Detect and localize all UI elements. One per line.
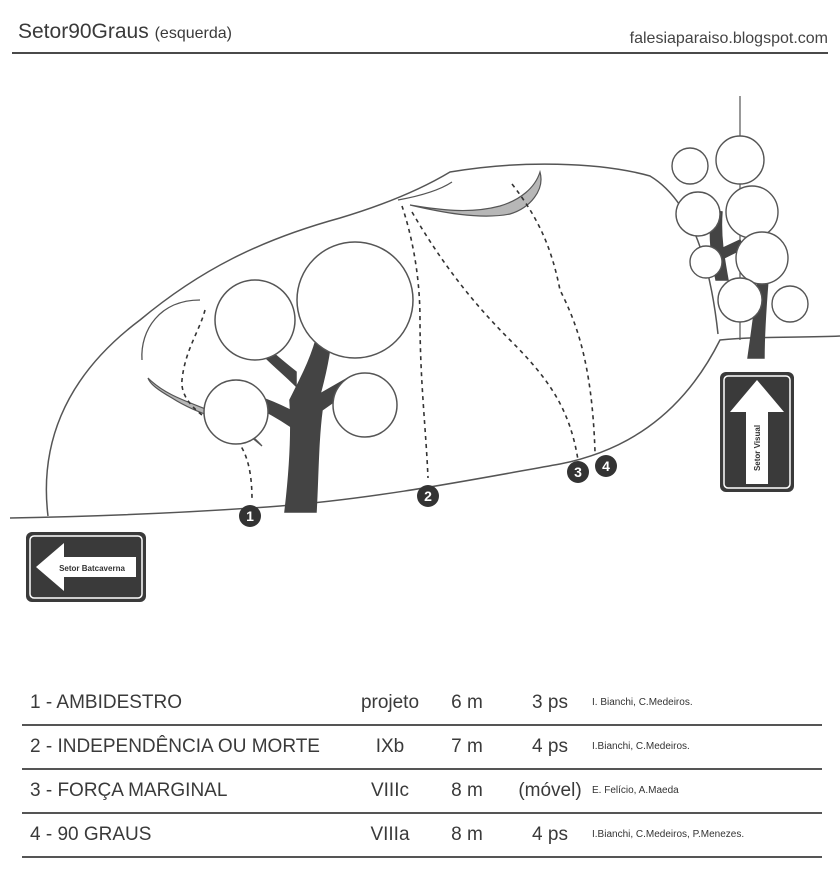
route-marker-label-3: 3 [574, 464, 582, 480]
route-name: 1 - AMBIDESTRO [30, 692, 183, 713]
route-authors: I. Bianchi, C.Medeiros. [592, 697, 693, 708]
route-name: 4 - 90 GRAUS [30, 824, 152, 845]
sector-name: Setor90Graus [18, 20, 149, 43]
top-shaded-ledge [410, 172, 541, 216]
route-protection: 3 ps [532, 692, 568, 713]
sign-left-batcaverna [26, 532, 146, 602]
overhang-ledge [142, 300, 200, 360]
route-marker-label-2: 2 [424, 488, 432, 504]
header-rule [12, 52, 828, 54]
route-grade: projeto [360, 692, 420, 713]
route-protection: 4 ps [532, 736, 568, 757]
page-title [18, 20, 232, 44]
route-line-2 [402, 206, 428, 478]
page-header [12, 20, 828, 50]
route-row [22, 770, 822, 814]
route-row [22, 682, 822, 726]
route-marker-2 [417, 485, 439, 507]
route-grade: IXb [375, 736, 405, 757]
route-length: 6 m [451, 692, 483, 713]
route-line-3 [412, 212, 578, 460]
route-name: 3 - FORÇA MARGINAL [30, 780, 228, 801]
route-line-4 [512, 184, 595, 452]
route-marker-label-4: 4 [602, 458, 610, 474]
route-marker-1 [239, 505, 261, 527]
route-row [22, 814, 822, 858]
route-length: 8 m [451, 780, 483, 801]
top-ridge-line [398, 182, 452, 200]
sign-right-visual [720, 372, 794, 492]
route-protection: (móvel) [518, 780, 582, 801]
sign-right-label: Setor Visual [753, 424, 762, 472]
right-trees-icon [672, 96, 808, 358]
route-marker-3 [567, 461, 589, 483]
route-length: 8 m [451, 824, 483, 845]
crag-topo-diagram [0, 60, 840, 620]
tree-icon [204, 242, 413, 512]
route-protection: 4 ps [532, 824, 568, 845]
route-authors: E. Felício, A.Maeda [592, 785, 679, 796]
route-marker-label-1: 1 [246, 508, 254, 524]
route-row [22, 726, 822, 770]
route-name: 2 - INDEPENDÊNCIA OU MORTE [30, 736, 320, 757]
sector-subtitle: (esquerda) [154, 25, 232, 42]
row-divider [22, 856, 822, 858]
site-url: falesiaparaiso.blogspot.com [629, 30, 828, 47]
route-length: 7 m [451, 736, 483, 757]
route-grade: VIIIa [370, 824, 410, 845]
sign-left-label: Setor Batcaverna [59, 564, 125, 573]
route-authors: I.Bianchi, C.Medeiros. [592, 741, 690, 752]
route-grade: VIIIc [370, 780, 409, 801]
route-authors: I.Bianchi, C.Medeiros, P.Menezes. [592, 829, 745, 840]
route-marker-4 [595, 455, 617, 477]
